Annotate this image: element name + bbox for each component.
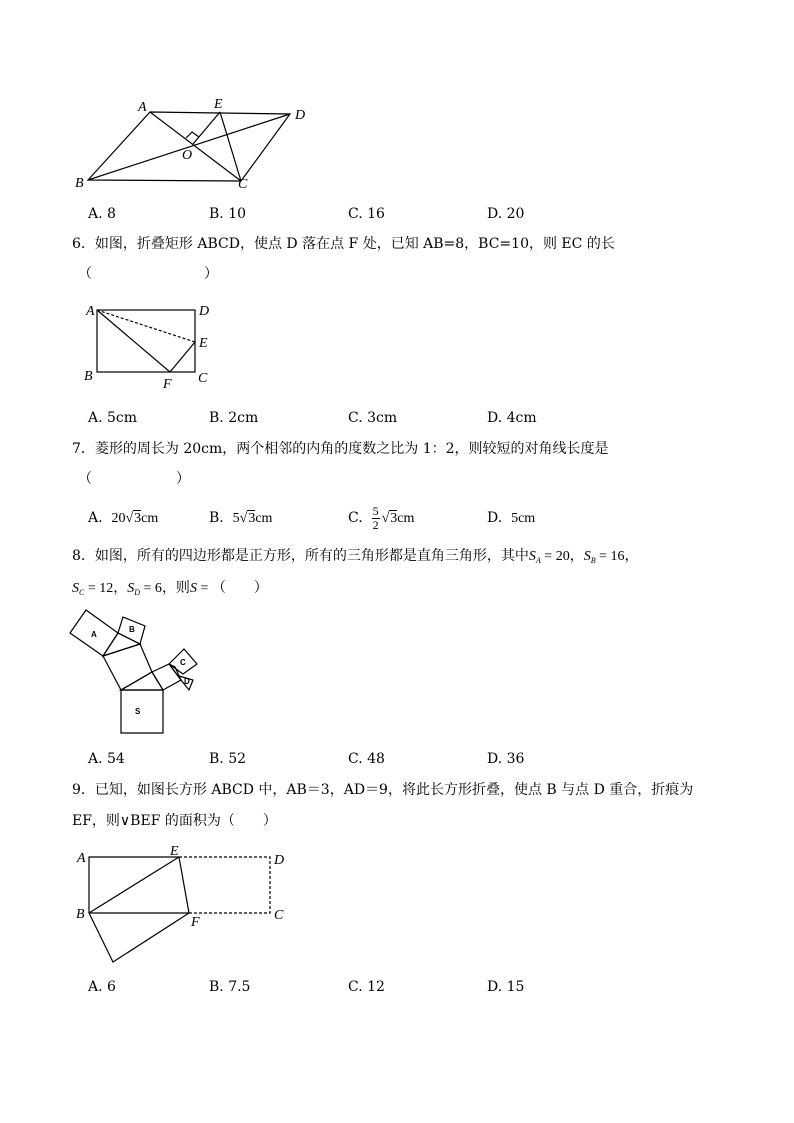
q6-answer-paren: （ ） bbox=[78, 266, 218, 282]
q5-label-o: O bbox=[182, 148, 193, 163]
q5-option-c[interactable]: C. 16 bbox=[348, 206, 385, 222]
q6-label-e: E bbox=[199, 336, 208, 351]
q8-label-c: C bbox=[180, 658, 186, 667]
q9-label-d: D bbox=[274, 853, 285, 868]
q6-label-f: F bbox=[163, 377, 172, 392]
q5-label-b: B bbox=[75, 176, 84, 191]
q9-stem-line2: EF，则∨BEF 的面积为（ ） bbox=[72, 813, 277, 829]
q9-stem-line1: 9．已知，如图长方形 ABCD 中，AB＝3，AD＝9，将此长方形折叠，使点 B 与点 D 重合，折痕为 bbox=[72, 782, 694, 798]
q7-option-b[interactable]: B. 5√3cm bbox=[209, 510, 273, 526]
q9-line-be bbox=[89, 857, 179, 913]
q9-option-c[interactable]: C. 12 bbox=[348, 979, 385, 995]
q8-option-c[interactable]: C. 48 bbox=[348, 751, 385, 767]
q5-label-d: D bbox=[295, 108, 306, 123]
q6-option-b[interactable]: B. 2cm bbox=[209, 410, 259, 426]
q5-label-e: E bbox=[214, 97, 223, 112]
q6-label-a: A bbox=[86, 304, 95, 319]
q8-label-s: S bbox=[135, 707, 141, 716]
q5-label-a: A bbox=[138, 100, 147, 115]
q9-label-f: F bbox=[191, 915, 200, 930]
q7-stem: 7．菱形的周长为 20cm，两个相邻的内角的度数之比为 1：2，则较短的对角线长度是 bbox=[72, 441, 609, 457]
q7-answer-paren: （ ） bbox=[78, 471, 190, 487]
q5-option-d[interactable]: D. 20 bbox=[487, 206, 525, 222]
q7-option-a[interactable]: A. 20√3cm bbox=[88, 510, 159, 526]
q9-label-e: E bbox=[170, 844, 179, 859]
q8-label-d: D bbox=[184, 677, 190, 686]
q6-label-c: C bbox=[198, 371, 208, 386]
q6-option-a[interactable]: A. 5cm bbox=[88, 410, 138, 426]
q9-label-a: A bbox=[77, 851, 86, 866]
q5-label-c: C bbox=[238, 177, 248, 192]
q7-option-c[interactable]: C. $\frac{5}{2}$ √3cm bbox=[348, 503, 415, 532]
q8-option-d[interactable]: D. 36 bbox=[487, 751, 525, 767]
q8-option-a[interactable]: A. 54 bbox=[88, 751, 125, 767]
q9-crease-ef bbox=[179, 857, 189, 913]
q6-option-c[interactable]: C. 3cm bbox=[348, 410, 398, 426]
q5-option-b[interactable]: B. 10 bbox=[209, 206, 247, 222]
q9-label-b: B bbox=[76, 907, 85, 922]
q8-label-b: B bbox=[129, 625, 135, 634]
q9-folded-part bbox=[89, 913, 189, 962]
q6-label-b: B bbox=[84, 369, 93, 384]
q8-stem-line1: 8．如图，所有的四边形都是正方形，所有的三角形都是直角三角形，其中$S_A = 20$，$S_B = 16$， bbox=[72, 548, 639, 565]
q9-label-c: C bbox=[274, 908, 284, 923]
q9-rect-dashed bbox=[179, 857, 270, 913]
q9-option-b[interactable]: B. 7.5 bbox=[209, 979, 251, 995]
q5-option-a[interactable]: A. 8 bbox=[88, 206, 116, 222]
q8-stem-line2: $S_C = 12$，$S_D = 6$，则S = （ ） bbox=[72, 580, 268, 597]
q9-option-d[interactable]: D. 15 bbox=[487, 979, 525, 995]
q8-label-a: A bbox=[91, 630, 97, 639]
q9-rect-solid bbox=[89, 857, 189, 913]
q6-stem: 6．如图，折叠矩形 ABCD，使点 D 落在点 F 处，已知 AB=8，BC=10，则 EC 的长 bbox=[72, 236, 615, 252]
q6-option-d[interactable]: D. 4cm bbox=[487, 410, 537, 426]
q7-option-d[interactable]: D. 5cm bbox=[487, 510, 536, 526]
q6-label-d: D bbox=[199, 304, 210, 319]
q9-option-a[interactable]: A. 6 bbox=[88, 979, 116, 995]
q8-option-b[interactable]: B. 52 bbox=[209, 751, 247, 767]
